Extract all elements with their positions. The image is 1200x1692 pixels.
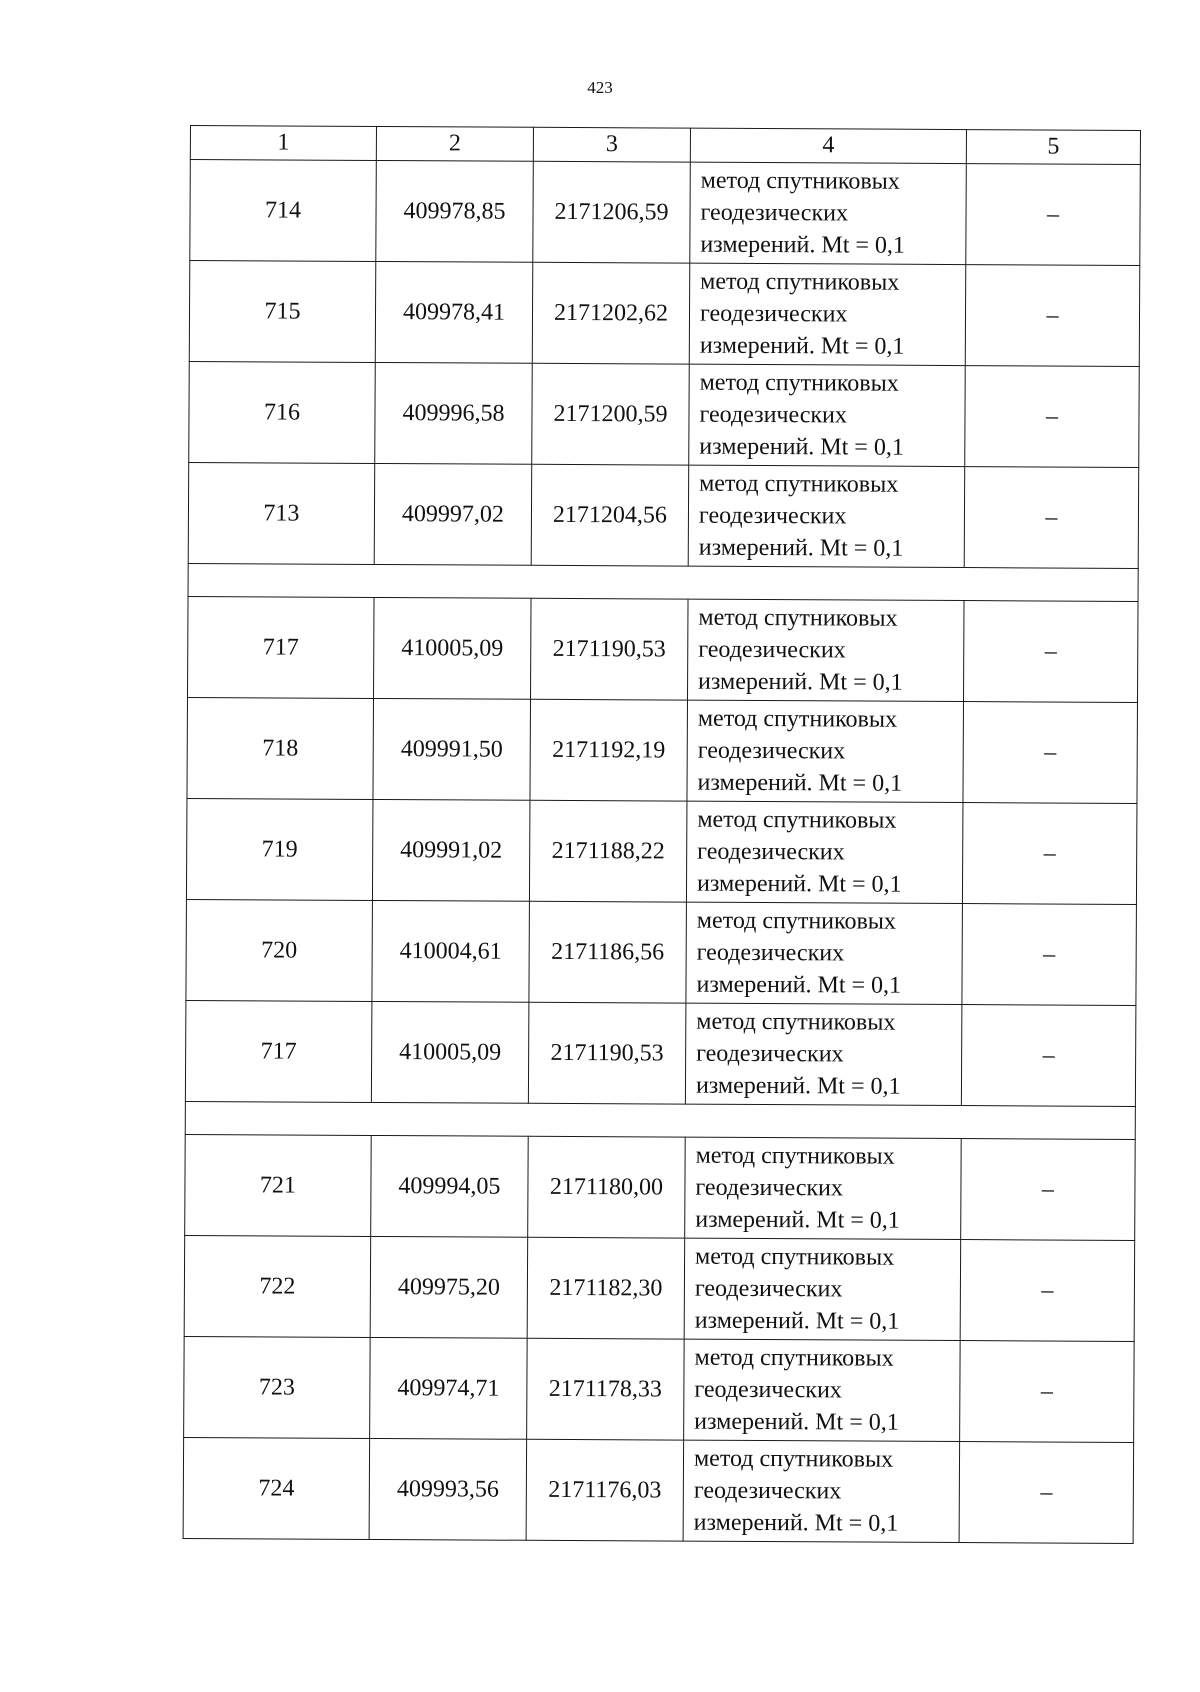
method-cell: [685, 1003, 962, 1105]
point-number-cell: 714: [190, 160, 377, 262]
block-separator-cell: [188, 563, 1138, 601]
y-coordinate-cell: 2171186,56: [529, 901, 687, 1003]
method-text-line: метод спутниковых: [697, 705, 898, 733]
method-text-line: измерений. Mt = 0,1: [693, 1509, 899, 1537]
y-coordinate-cell: 2171188,22: [529, 800, 687, 902]
y-coordinate-cell: 2171190,53: [530, 598, 688, 700]
method-text-line: измерений. Mt = 0,1: [697, 769, 903, 797]
method-text-line: геодезических: [694, 1275, 843, 1303]
header-cell-2: 2: [376, 126, 533, 161]
block-separator-row: [185, 1101, 1135, 1139]
y-coordinate-cell: 2171180,00: [528, 1136, 686, 1238]
method-text-line: измерений. Mt = 0,1: [699, 433, 904, 461]
point-number-cell: 713: [188, 462, 375, 564]
method-text-line: метод спутниковых: [700, 268, 900, 296]
point-number-cell: 720: [186, 899, 373, 1001]
method-text-line: метод спутниковых: [694, 1344, 894, 1372]
table-row: [183, 1437, 1134, 1543]
point-number-cell: 722: [184, 1235, 371, 1337]
method-text-line: измерений. Mt = 0,1: [700, 231, 906, 259]
header-cell-5: 5: [966, 130, 1140, 165]
x-coordinate-cell: 409974,71: [370, 1337, 528, 1439]
y-coordinate-cell: 2171206,59: [533, 161, 691, 263]
method-text-line: измерений. Mt = 0,1: [695, 1072, 901, 1100]
note-cell: –: [965, 366, 1140, 468]
x-coordinate-cell: 409991,50: [373, 698, 531, 800]
note-cell: –: [965, 265, 1140, 367]
note-cell: –: [963, 601, 1138, 703]
x-coordinate-cell: 409975,20: [370, 1236, 528, 1338]
table-row: [190, 160, 1141, 266]
note-cell: –: [963, 702, 1138, 804]
x-coordinate-cell: 409978,85: [376, 160, 534, 262]
method-cell: [687, 599, 964, 701]
method-text-line: измерений. Mt = 0,1: [698, 534, 904, 562]
point-number-cell: 721: [185, 1134, 372, 1236]
table-row: [188, 462, 1139, 568]
method-text-line: геодезических: [694, 1376, 842, 1404]
method-cell: [686, 902, 963, 1004]
note-cell: –: [959, 1442, 1134, 1544]
y-coordinate-cell: 2171192,19: [530, 699, 688, 801]
x-coordinate-cell: 409994,05: [371, 1135, 529, 1237]
method-text-line: геодезических: [698, 502, 847, 530]
method-cell: [688, 465, 965, 567]
y-coordinate-cell: 2171204,56: [531, 464, 689, 566]
note-cell: –: [964, 467, 1139, 569]
method-text-line: измерений. Mt = 0,1: [698, 668, 903, 696]
header-cell-1: 1: [190, 126, 376, 161]
x-coordinate-cell: 409991,02: [372, 799, 530, 901]
table-row: [186, 899, 1137, 1005]
table-row: [187, 697, 1138, 803]
coordinates-table: [183, 125, 1141, 1544]
method-text-line: геодезических: [699, 300, 848, 328]
table-row: [184, 1336, 1135, 1442]
method-text-line: метод спутниковых: [693, 1445, 894, 1473]
method-cell: [685, 1137, 962, 1239]
note-cell: –: [962, 904, 1137, 1006]
page-number: 423: [587, 78, 613, 97]
y-coordinate-cell: 2171202,62: [532, 262, 690, 364]
method-text-line: метод спутниковых: [699, 470, 899, 498]
point-number-cell: 719: [186, 798, 373, 900]
note-cell: –: [961, 1139, 1136, 1241]
table-row: [184, 1235, 1135, 1341]
table-row: [186, 798, 1137, 904]
point-number-cell: 724: [183, 1437, 370, 1539]
method-cell: [689, 263, 966, 365]
x-coordinate-cell: 409978,41: [375, 261, 533, 363]
method-cell: [683, 1440, 960, 1542]
method-text-line: метод спутниковых: [699, 369, 899, 397]
method-text-line: геодезических: [700, 199, 849, 227]
point-number-cell: 723: [184, 1336, 371, 1438]
table-row: [189, 261, 1140, 367]
header-cell-4: 4: [690, 128, 966, 163]
x-coordinate-cell: 409993,56: [369, 1438, 527, 1540]
method-text-line: метод спутниковых: [696, 1008, 896, 1036]
method-text-line: измерений. Mt = 0,1: [694, 1408, 899, 1436]
method-cell: [690, 162, 967, 264]
note-cell: –: [960, 1341, 1135, 1443]
y-coordinate-cell: 2171182,30: [527, 1237, 685, 1339]
x-coordinate-cell: 410004,61: [372, 900, 530, 1002]
point-number-cell: 717: [188, 596, 375, 698]
x-coordinate-cell: 410005,09: [371, 1001, 529, 1103]
method-text-line: метод спутниковых: [695, 1142, 895, 1170]
table-row: [185, 1134, 1136, 1240]
note-cell: –: [966, 164, 1141, 266]
method-text-line: измерений. Mt = 0,1: [696, 870, 902, 898]
block-separator-cell: [185, 1101, 1135, 1139]
method-text-line: геодезических: [695, 1174, 843, 1202]
method-text-line: метод спутниковых: [698, 604, 898, 632]
note-cell: –: [960, 1240, 1135, 1342]
table-row: [185, 1000, 1136, 1106]
method-text-line: измерений. Mt = 0,1: [695, 1206, 900, 1234]
y-coordinate-cell: 2171190,53: [528, 1002, 686, 1104]
note-cell: –: [961, 1005, 1136, 1107]
method-text-line: геодезических: [693, 1477, 842, 1505]
x-coordinate-cell: 409997,02: [374, 463, 532, 565]
table-row: [189, 361, 1140, 467]
method-cell: [687, 700, 964, 802]
method-text-line: геодезических: [699, 401, 848, 429]
point-number-cell: 716: [189, 361, 376, 463]
header-cell-3: 3: [533, 127, 690, 162]
x-coordinate-cell: 410005,09: [373, 597, 531, 699]
y-coordinate-cell: 2171200,59: [532, 363, 690, 465]
table-row: [188, 596, 1139, 702]
point-number-cell: 715: [189, 261, 376, 363]
point-number-cell: 717: [185, 1000, 372, 1102]
y-coordinate-cell: 2171178,33: [527, 1338, 685, 1440]
method-cell: [684, 1339, 961, 1441]
x-coordinate-cell: 409996,58: [375, 362, 533, 464]
method-text-line: метод спутниковых: [696, 907, 897, 935]
method-text-line: измерений. Mt = 0,1: [699, 332, 905, 360]
method-text-line: метод спутниковых: [700, 167, 900, 195]
method-text-line: геодезических: [698, 636, 846, 664]
method-text-line: геодезических: [697, 737, 846, 765]
block-separator-row: [188, 563, 1138, 601]
method-cell: [686, 801, 963, 903]
y-coordinate-cell: 2171176,03: [526, 1439, 684, 1541]
table-body: [183, 160, 1140, 1544]
method-text-line: геодезических: [696, 939, 845, 967]
method-cell: [684, 1238, 961, 1340]
note-cell: –: [962, 803, 1137, 905]
method-cell: [689, 364, 966, 466]
method-text-line: метод спутниковых: [695, 1243, 895, 1271]
header-row: [190, 126, 1140, 165]
method-text-line: измерений. Mt = 0,1: [694, 1307, 900, 1335]
point-number-cell: 718: [187, 697, 374, 799]
method-text-line: измерений. Mt = 0,1: [696, 971, 902, 999]
method-text-line: геодезических: [697, 838, 845, 866]
method-text-line: геодезических: [696, 1040, 844, 1068]
method-text-line: метод спутниковых: [697, 806, 897, 834]
